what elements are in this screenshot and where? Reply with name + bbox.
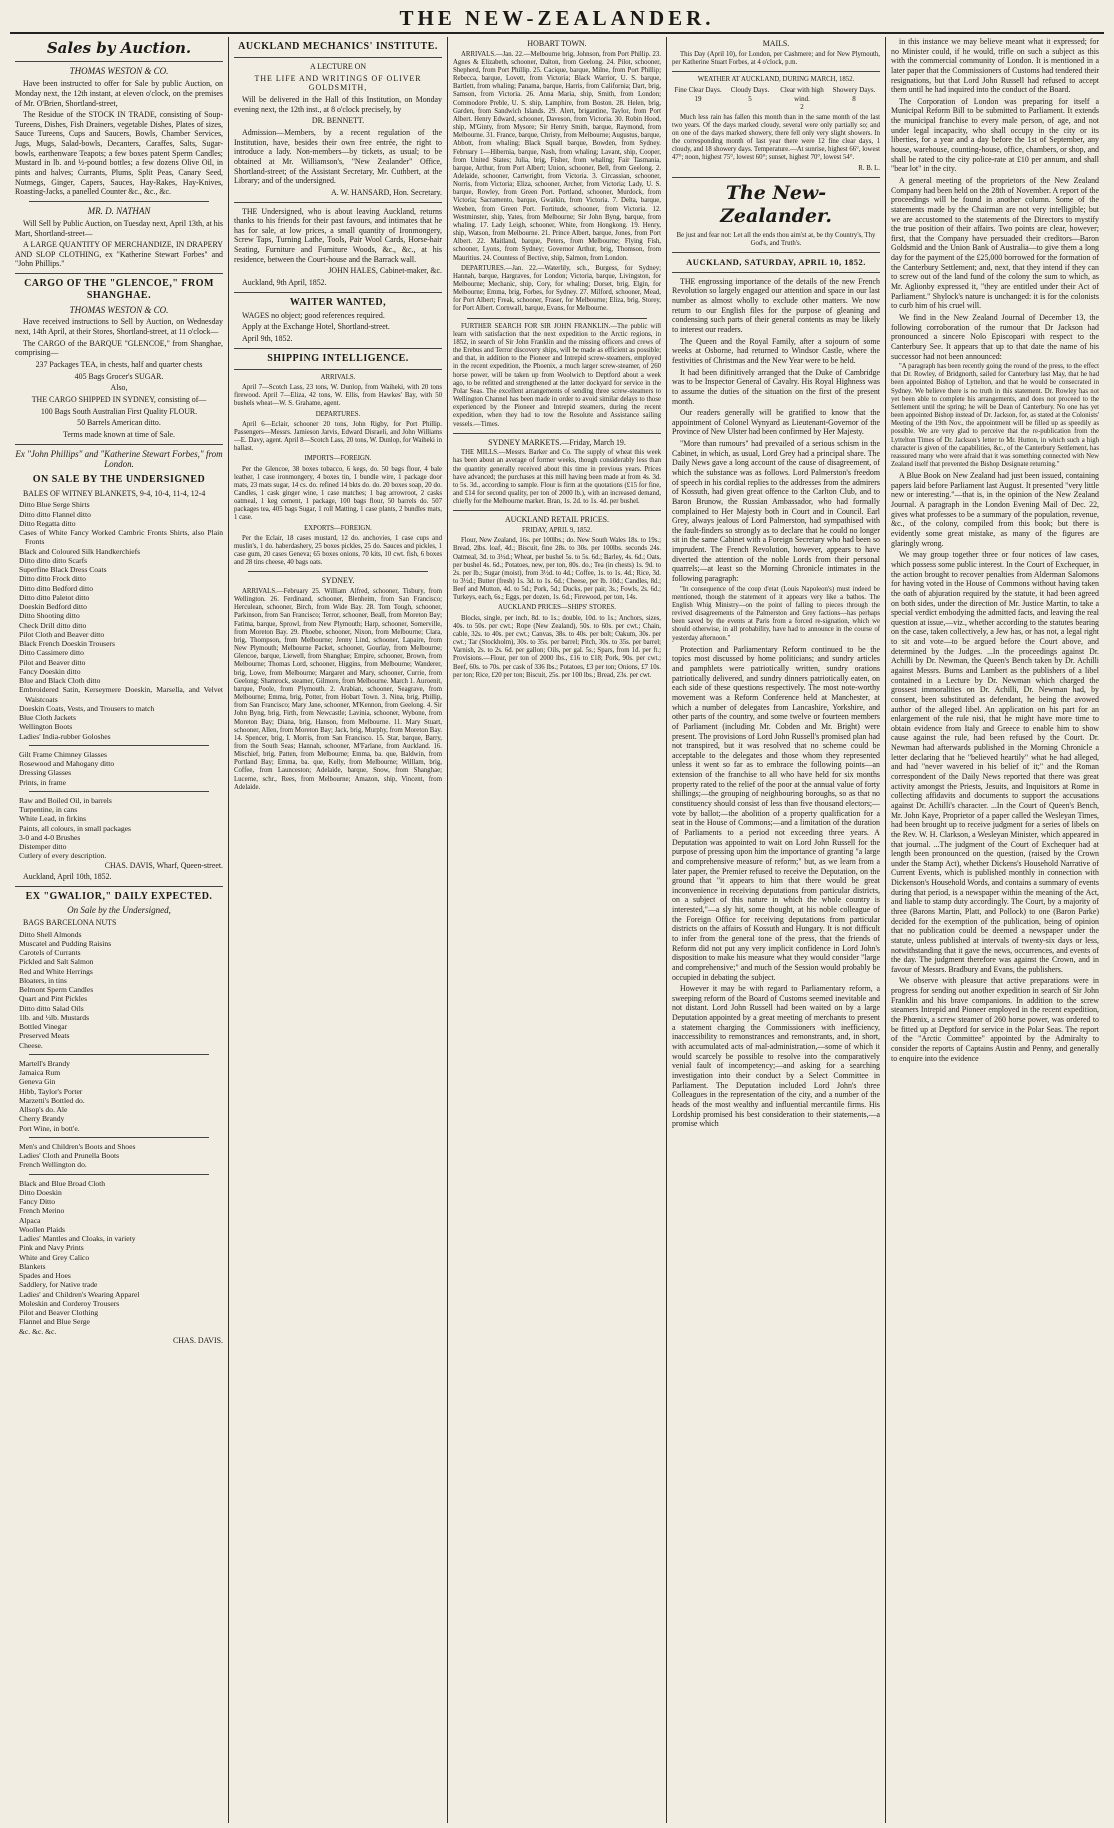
article-quote: "A paragraph has been recently going the round of the press, to the effect that Dr. Rowley, of Bridgnorth, sailed for Canterbury last May, that he had been appointed Bishop of Lyttelton, and that he would be consecrated in Sydney. We believe there is no truth in this statement. Dr. Rowley has not yet been able to complete his arrangements, and does not proceed to the Settlement until the spring; he will be Dean of Canterbury. No one has yet been appointed Bishop instead of Dr. Jackson, for, as stated at the Colonists' Meeting of the 19th Nov., the appointment will be filled up as speedily as possible. We are very glad to perceive that the re-publication from the Lyttelton Times of Dr. Jackson's letter to Mr. Hutton, in which such a high character is given of the capabilities, &c., of the Canterbury Settlement, has reassured many who were afraid that it was something connected with New Zealand itself that prevented the Bishop Designate returning." <box>891 363 1099 469</box>
goods-item: Ditto ditto ditto Scarfs <box>19 555 88 565</box>
divider <box>672 272 880 273</box>
divider <box>29 1174 209 1175</box>
goods-list-2 <box>15 750 223 787</box>
weather-label: Clear with high wind. <box>780 86 824 103</box>
goods-item: Pilot Cloth and Beaver ditto <box>19 629 105 639</box>
column-4 <box>667 37 886 1823</box>
goods-list-5 <box>15 1059 223 1133</box>
goods-item: Muscatel and Pudding Raisins <box>19 938 112 948</box>
goods-item: Ladies' India-rubber Goloshes <box>19 731 111 741</box>
weather-label: Cloudy Days. <box>730 86 770 95</box>
goods-item: Preserved Meats <box>19 1031 70 1041</box>
masthead-rule <box>10 32 1104 34</box>
markets-heading: SYDNEY MARKETS.—Friday, March 19. <box>488 437 626 447</box>
exports-text: Per the Eclair, 18 cases mustard, 12 do. anchovies, 1 case cups and muslin's, 1 do. haberdashery, 25 boxes pickles, 25 do. Sauces and pickles, 1 case gum, 20 cases Geneva; 65 boxes onions, 70 kits, 10 cwt. fish, 6 boxes and 28 tins cheese, 40 bags oats. <box>234 534 442 567</box>
article-paragraph: However it may be with regard to Parliamentary reform, a sweeping reform of the Board of Customs seemed inevitable and not distant. Lord John Russell had been waited on by a large Deputation appointed by a great meeting of merchants to present a statement charging the Commissioners with inefficiency, inaccessibility to remonstrances and remonstrants, and, in short, with accumulated acts of mal-administration,—some of which it would scarcely be possible to resolve into the comparatively venial fault of incompetency;—and asking for a searching investigation into their conduct by a Select Committee in Parliament. The Deputation included Lord John's three Colleagues in the representation of the city, and a number of the heads of the most wealthy and influential mercantile firms. His Lordship promised his best consideration to their statements,—a promise which <box>672 984 880 1129</box>
goods-item: Bottled Vinegar <box>19 1022 68 1032</box>
goods-item: Turpentine, in cans <box>19 805 78 815</box>
column-2 <box>229 37 448 1823</box>
goods-item: Woollen Plaids <box>19 1224 66 1234</box>
waiter-heading: WAITER WANTED, <box>289 296 387 308</box>
weather-signature: R. B. L. <box>858 164 880 172</box>
divider <box>234 348 442 349</box>
divider <box>467 318 647 319</box>
divider <box>15 61 223 62</box>
dateline: AUCKLAND, SATURDAY, APRIL 10, 1852. <box>686 257 866 268</box>
article-paragraph: in this instance we may believe meant what it expressed; for no Minister could, if he would, trifle on such a subject as this with the commercial community of London. It is mentioned in a later paper that the Commissioners of Customs had tendered their resignations, but that Lord John Russell had refused to accept them until he had inquired into the conduct of the Board. <box>891 37 1099 95</box>
goods-item: Fancy Doeskin ditto <box>19 666 81 676</box>
ex-heading: Ex "John Phillips" and "Katherine Stewart Forbes," from London. <box>15 448 223 470</box>
goods-item: Blue Cloth Jackets <box>19 713 76 723</box>
goods-item: Red and White Herrings <box>19 966 93 976</box>
lecturer-name: DR. BENNETT. <box>311 116 365 126</box>
hales-notice: THE Undersigned, who is about leaving Auckland, returns thanks to his friends for their past favours, and intimates that he has for sale, at low prices, a small quantity of Ironmongery, Screw Taps, Turning Lathe, Tools, Pair Wool Cards, Horse-hair Seating, Furniture and Furniture Woods, &c., &c., at his residence, between the Court-house and the Barrack wall. <box>234 206 442 264</box>
mails-heading: MAILS. <box>762 39 790 48</box>
goods-item: Raw and Boiled Oil, in barrels <box>19 795 112 805</box>
divider <box>29 791 209 792</box>
weston2-body: The CARGO of the BARQUE "GLENCOE," from Shanghae, comprising— <box>15 338 223 358</box>
goods-item: Pilot and Beaver ditto <box>19 657 86 667</box>
davis-signature-2: CHAS. DAVIS. <box>172 1335 223 1345</box>
mails-text: This Day (April 10), for London, per Cashmere; and for New Plymouth, per Katherine Stuart Forbes, at 4 o'clock, p.m. <box>672 50 880 66</box>
divider <box>672 252 880 253</box>
goods-list-7 <box>15 1179 223 1336</box>
goods-item: Cutlery of every description. <box>19 851 107 861</box>
goods-item: Pink and Navy Prints <box>19 1243 84 1253</box>
auctioneer-name: THOMAS WESTON & CO. <box>69 304 169 315</box>
weather-heading: WEATHER AT AUCKLAND, DURING MARCH, 1852. <box>697 75 855 83</box>
divider <box>15 444 223 445</box>
goods-item: Check Drill ditto ditto <box>19 620 87 630</box>
goods-item: Belmont Sperm Candles <box>19 985 94 995</box>
divider <box>672 71 880 72</box>
barrels-line: 50 Barrels American ditto. <box>77 418 161 428</box>
sydney-cargo-line: THE CARGO SHIPPED IN SYDNEY, consisting of— <box>31 394 207 404</box>
admission-text: Admission—Members, by a recent regulation of the Institution, have, besides their own free entrée, the right to introduce a lady. Non-members—by tickets, as usual; to be obtained at Mr. Williamson's, "New Zealander" Office, Shortland-street; of the Assistant Secretary, Mr. Cuthbert, at the Library; and of the undersigned. <box>234 128 442 186</box>
goods-item: Black French Doeskin Trousers <box>19 639 115 649</box>
goods-item: &c. &c. &c. <box>19 1326 57 1336</box>
auctioneer-name: MR. D. NATHAN <box>87 205 151 216</box>
departures-heading: DEPARTURES. <box>315 410 361 418</box>
column-1 <box>10 37 229 1823</box>
weather-cell <box>724 86 776 112</box>
goods-item: Bloaters, in tins <box>19 975 67 985</box>
weston2-intro: Have received instructions to Sell by Auction, on Wednesday next, 14th April, at their Stores, Shortland-street, at 11 o'clock— <box>15 317 223 337</box>
divider <box>15 273 223 274</box>
divider <box>29 745 209 746</box>
divider <box>234 202 442 203</box>
masthead: THE NEW-ZEALANDER. <box>399 6 715 30</box>
weather-table <box>672 86 880 112</box>
goods-item: Rosewood and Mahogany ditto <box>19 759 115 769</box>
goods-item: French Merino <box>19 1206 65 1216</box>
weston1-intro: Have been instructed to offer for Sale by public Auction, on Monday next, the 12th instant, at eleven o'clock, on the premises of Mr. O'Brien, Shortland-street, <box>15 79 223 108</box>
davis-date: Auckland, April 10th, 1852. <box>23 872 112 882</box>
divider <box>29 1137 209 1138</box>
lecture-body: Will be delivered in the Hall of this Institution, on Monday evening next, the 12th inst., at 8 o'clock precisely, by <box>234 95 442 114</box>
divider <box>234 369 442 370</box>
shipping-heading: SHIPPING INTELLIGENCE. <box>267 352 409 364</box>
goods-item: Black and Coloured Silk Handkerchiefs <box>19 546 141 556</box>
exports-heading: EXPORTS—FOREIGN. <box>304 524 372 532</box>
flour-line: 100 Bags South Australian First Quality FLOUR. <box>40 406 198 416</box>
divider <box>29 201 209 202</box>
divider <box>234 292 442 293</box>
goods-item: Saddlery, for Native trade <box>19 1280 98 1290</box>
goods-item: Geneva Gin <box>19 1077 56 1087</box>
goods-item: Cherry Brandy <box>19 1114 65 1124</box>
goods-item: Moleskin and Corderoy Trousers <box>19 1298 120 1308</box>
hobart-text: ARRIVALS.—Jan. 22.—Melbourne brig, Johnson, from Port Phillip. 23. Agnes & Elizabeth, schooner, Dalton, from Geelong. 24. Pilot, schooner, Shepherd, from Port Phillip. 25. Cacique, barque, Milne, from Port Phillip; Rebecca, barque, Lovett, from Victoria; Black Warrior, U. S. barque, Bartlett, from whaling; Panama, barque, Harris, from California; Dart, brig, Samson, from Victoria. 26. Anna Maria, ship, Smith, from London; Commodore Preble, U. S. ship, Lamphire, from Boston. 28. Helen, brig, Garden, from Sandwich Islands. 29. Alert, brigantine, Taylor, from Port Albert. Henry Edward, schooner, Daveson, from Victoria. 30. Robin Hood, ship, M'Ginty, from Mysore; Sir Henry Smith, barque, Raymond, from Melbourne. 31. France, barque, Christy, from Melbourne; Augustus, barque, Abbott, from whaling; Black Squall barque, Bowden, from Sydney. February 1—Hibernia, barque, Nash, from whaling; Lavant, ship, Cooper, from United States; Julia, brig, Fisher, from whaling; Fair Tasmania, barque, Arthur, from Port Albert; Union, schooner, Bell, from Geelong. 2. Adelaide, schooner, Cartwright, from Victoria. 3. Circassian, schooner, Norris, from Victoria; Eliza, schooner, Archer, from Victoria; Lady, U. S. barque, Rowley, from Green Port. Portland, schooner, Murdock, from Victoria; Sacramento, barque, Gwatkin, from Victoria. 7. Delta, barque, Weeben, from Green Port. Fortitude, schooner, from Victoria. 12. Westminster, ship, Yates, from Melbourne; Sir John Byng, barque, from whaling. 17. Lady Leigh, schooner, White, from Hongkong. 19. Henry, ship, Watson, from Melbourne. 21. Prince Albert, barque, Jones, from Port Albert. 22. Maitland, barque, Peters, from Melbourne; Flying Fish, schooner, Lyons, from Sydney; Governor Arthur, brig, Thomson, from Mauritius. 24. Countess of Bective, ship, Salmon, from London. <box>453 50 661 262</box>
article-paragraph: Protection and Parliamentary Reform continued to be the topics most discussed by home politicians; and sundry articles and pamphlets were patriotically written, sundry orations patriotically delivered, and sundry dinners patriotically eaten, on each side of these questions respectively. The most note-worthy movement was a Reform Conference held at Manchester, at which a number of delegates from Lancashire, Yorkshire, and other parts of the country, and some twelve or fourteen members of Parliament (including Mr. Cobden and Mr. Bright) were present. The provisions of Lord John Russell's promised plan had not transpired, but it was resolved that no scheme could be acceptable to the delegates and those whom they represented unless it went so far as to embrace the following points—an extension of the franchise to all who have held for six months property rated to the relief of the poor at the annual value of forty shillings;—the grouping of neighbouring boroughs, so as that no constituency should consist of less than five thousand electors;—vote by ballot;—the abolition of a property qualification for a seat in the House of Commons;—and a limitation of the duration of Parliaments to a period not exceeding three years. A Deputation was appointed to wait on Lord John Russell for the purpose of pressing upon him the importance of granting "a large and comprehensive measure of reform;" but, as we learn from a later paper, the Premier refused to receive the Deputation, on the ground that "it appears to him that there would be great inconvenience in receiving deputations from particular districts, on a subject of this nature in which the whole country is interested,"—a sly hit, some thought, at his noble colleague of the Foreign Office for receiving deputations from particular districts on the affairs of Kossuth and Hungary. It is not difficult to infer from the general tone of the press, that the friends of Reform did not put any very implicit confidence in Lord John's disposition to make his measure what they would consider "large and comprehensive;" and much of the Session would probably be occupied in debating the subject. <box>672 644 880 982</box>
goods-item: Superfine Black Dress Coats <box>19 565 107 575</box>
goods-item: 3-0 and 4-0 Brushes <box>19 832 81 842</box>
departures-text: April 6—Eclair, schooner 20 tons, John Rigby, for Port Phillip. Passengers—Messrs. Jamieson Jarvis, Edward Disraeli, and John Williams—E. Davy, agent. April 8—Scotch Lass, 20 tons, W. Dunlop, for Waiheki in ballast. <box>234 420 442 453</box>
goods-item: French Wellington do. <box>19 1160 87 1170</box>
article-paragraph: We observe with pleasure that active preparations were in progress for sending out another expedition in search of Sir John Franklin and his brave companions. In addition to the screw steamers Intrepid and Pioneer employed in the recent expedition, the Phœnix, a screw steamer of 260 horse power, was ordered to be fitted up at Deptford for service in the Polar Seas. The report of the "Arctic Committee" appointed by the Admiralty to consider the reports of Captains Austin and Penny, and generally to enquire into the evidence <box>891 976 1099 1063</box>
goods-list-6 <box>15 1142 223 1170</box>
retail-heading: AUCKLAND RETAIL PRICES. <box>504 515 610 525</box>
divider <box>15 886 223 887</box>
goods-item: 1lb. and ½lb. Mustards <box>19 1012 90 1022</box>
column-5 <box>886 37 1104 1823</box>
stores-heading: AUCKLAND PRICES—SHIPS' STORES. <box>498 604 616 612</box>
waiter-body: WAGES no object; good references required. <box>242 310 385 320</box>
sales-header: Sales by Auction. <box>46 39 192 57</box>
sydney-text: ARRIVALS.—February 25. William Alfred, schooner, Tisbury, from Wellington. 26. Ferdinand, schooner, Blenheim, from San Francisco; Herculean, schooner, Birch, from Wide Bay. 28. Tom Tough, schooner, Parkinson, from San Francisco; Terror, schooner, Beall, from Moreton Bay; Fatima, barque, Sprowl, from New Plymouth; Harp, schooner, Somerville, from Moreton Bay. 29. Phoebe, schooner, Nixon, from Melbourne; Clara, brig, Thompson, from Melbourne; Jenny Lind, schooner, Lapaire, from New Plymouth; Melbourne Packet, schooner, Gourlay, from Melbourne; Glencoe, barque, Liewell, from Shanghae; Empire, schooner, Brown, from Melbourne; Thomas Lord, schooner, Higgins, from Melbourne; Wanderer, brig, Lowe, from Melbourne; Margaret and Mary, schooner, Currie, from Geelong; Shamrock, steamer, Gilmore, from Melbourne. March 1. Auroenit, barque, Poole, from Plymouth. 2. Arabian, schooner, Seagrave, from Melbourne; Emma, brig, Potter, from Hobart Town. 3. Nina, brig, Phillip, from San Francisco; Mary Jane, schooner, M'Kennon, from Geelong. 4. Sir John Byng, brig, Firth, from Newcastle; Lavinia, schooner, Wybone, from Moreton Bay; Diana, brig, Hanson, from Melbourne. 11. Mary Stuart, schooner, Allen, from Moreton Bay; Jack, brig, Murphy, from Moreton Bay. 14. Spencer, brig, I. Morris, from San Francisco. 15. Star, barque, Barry, from the South Seas; Hannah, schooner, M'Farlane, from Auckland. 16. Mischief, brig, Patten, from Melbourne; Emma, ba. que, Baldwin, from Portland Bay; Emma, ba. que, Kelly, from Melbourne; Willlam, brig, Coffee, from Launceston; Adelaide, barque, Snow, from Shanghae; Lucerne, schr., Rees, from Melbourne; Amazon, ship, Vincent, from Adelaide. <box>234 588 442 791</box>
goods-item: Ladies' and Children's Wearing Apparel <box>19 1289 140 1299</box>
glencoe-heading: CARGO OF THE "GLENCOE," FROM SHANGHAE. <box>24 278 214 302</box>
goods-list-4 <box>15 930 223 1050</box>
goods-item: Pickled and Salt Salmon <box>19 957 94 967</box>
hales-signature: JOHN HALES, Cabinet-maker, &c. <box>328 266 442 276</box>
gwalior-body: BAGS BARCELONA NUTS <box>23 917 117 927</box>
goods-item: Ditto Doeskin <box>19 1187 62 1197</box>
goods-item: White and Grey Calico <box>19 1252 90 1262</box>
sugar-line: 405 Bags Grocer's SUGAR. <box>74 371 164 381</box>
article-paragraph: A Blue Book on New Zealand had just been issued, containing papers laid before Parliament last August. It presented "very little new or interesting."—that is, in the opinion of the New Zealand Journal. A paragraph in the London Evening Mail of Dec. 22, gives what professes to be a summary of the population, revenue, &c., of the colony, compiled from this book; but there is evidently some great mistake, as many of the figures are glaringly wrong. <box>891 471 1099 548</box>
columns <box>10 37 1104 1823</box>
goods-list-1 <box>15 500 223 741</box>
lecture-title: THE LIFE AND WRITINGS OF OLIVER GOLDSMITH, <box>254 73 422 93</box>
undersigned-heading: ON SALE BY THE UNDERSIGNED <box>32 474 206 486</box>
goods-item: Quart and Pint Pickles <box>19 994 88 1004</box>
lecture-label: A LECTURE ON <box>309 62 367 72</box>
imports-heading: IMPORTS—FOREIGN. <box>304 455 372 463</box>
markets-text: THE MILLS.—Messrs. Barker and Co. The supply of wheat this week has been about an average of former weeks, though considerably less than the quantity generally received about this time in previous years. Prices have advanced; the purchases at this mill having been made at from 4s. 3d. to 5s. 3d., according to sample. Flour is firm at the quotations (£15 for fine, and £14 for second quality, per ton of 2000 lb.), with an increased demand, chiefly for the Melbourne market. Bran, 1s. 2d. to 1s. 4d. per bushel. <box>453 449 661 506</box>
column-3 <box>448 37 667 1823</box>
article-paragraph: Our readers generally will be gratified to know that the appointment of Colonel Wynyard as Lieutenant-Governor of the Province of New Ulster had been confirmed by Her Majesty. <box>672 408 880 437</box>
divider <box>453 433 661 434</box>
article-paragraph: We find in the New Zealand Journal of December 13, the following corroboration of the rumour that Dr Jackson had pronounced a sincere Nolo Episcopari with respect to the Canterbury See. It appears that up to that date the name of his successor had not been announced: <box>891 312 1099 361</box>
gwalior-sub: On Sale by the Undersigned, <box>67 905 171 915</box>
hobart-departures: DEPARTURES.—Jan. 22.—Waterlily, sch., Burgess, for Sydney; Hannah, barque, Hargraves, for London; Victoria, barque, Livingston, for Melbourne; Mechanic, ship, Cory, for whaling; Dorset, brig, Elgin, for Melbourne; Emma, brig, Forbes, for Sydney. 27. Milford, schooner, Mead, for Port Albert; Freak, schooner, Fraser, for Melbourne; Eliza, brig, Storey, for Port Albert. Cornwall, barque, Evans, for Melbourne. <box>453 264 661 313</box>
hobart-heading: HOBART TOWN. <box>527 39 587 48</box>
article-paragraph: It had been difinitively arranged that the Duke of Cambridge was to be Inspector General of Cavalry. His Royal Highness was to assume the duties of the situation on the first of the present month. <box>672 367 880 406</box>
nathan-body: A LARGE QUANTITY OF MERCHANDIZE, IN DRAPERY AND SLOP CLOTHING, ex "Katherine Stewart Forbes" and "John Phillips." <box>15 240 223 269</box>
goods-item: Blue and Black Cloth ditto <box>19 676 101 686</box>
goods-item: Gilt Frame Chimney Glasses <box>19 749 107 759</box>
article-paragraph: The Corporation of London was preparing for itself a Municipal Reform Bill to be submitted to Parliament. It extends the municipal franchise to every male person, of age, and not under legal incapacity, who shall occupy in the city or its liberties, for a year and a day before the 1st of September, any house, warehouse, counting-house, office, chambers, or shop, and shall be rated to the city police-rate at £10 per annum, and shall "bear lot" in the city. <box>891 96 1099 174</box>
weather-text: Much less rain has fallen this month than in the same month of the last two years. Of the days marked cloudy, several were only partially so; and on one of the days marked showery, there fell only very slight showers. In the corresponding month of last year there were 12 fine clear days, 1 cloudy, and 18 showery days. Temperature.—At sunrise, highest 66°, lowest 47°; noon, highest 75°, lowest 60°; sunset, highest 70°, lowest 54°. <box>672 113 880 162</box>
goods-item: White Lead, in firkins <box>19 814 87 824</box>
goods-item: Allsop's do. Ale <box>19 1105 68 1115</box>
weather-value: 5 <box>748 94 752 103</box>
goods-item: Distemper ditto <box>19 842 67 852</box>
waiter-apply: Apply at the Exchange Hotel, Shortland-street. <box>242 322 390 332</box>
blankets-line: BALES OF WITNEY BLANKETS, 9-4, 10-4, 11-4, 12-4 <box>23 488 206 498</box>
sydney-heading: SYDNEY. <box>321 576 355 586</box>
weather-value: 19 <box>694 94 702 103</box>
weather-value: 2 <box>800 103 804 112</box>
goods-item: Dressing Glasses <box>19 768 72 778</box>
imports-text: Per the Glencoe, 38 boxes tobacco, 6 kegs, do. 50 bags flour, 4 bale leather, 1 case ironmongery, 4 boxes tin, 1 bundle wire, 1 package door mats, 23 mats sugar, 14 cs. do. refined 14 bkts do. do. 20 boxes soap, 20 do. Candles, 1 cask ginger wine, 1 case matches; 1 bag arrowroot, 2 casks oatmeal, 1 keg cement, 1 package, 100 bags flour, 50 barrels do. 507 packages tea, 405 bags Sugar, 1 roll Matting, 1 case plants, 2 bundles mats, 1 case. <box>234 465 442 522</box>
hales-date: Auckland, 9th April, 1852. <box>242 278 327 287</box>
goods-item: Alpaca <box>19 1215 41 1225</box>
goods-item: Pilot and Beaver Clothing <box>19 1308 99 1318</box>
nathan-intro: Will Sell by Public Auction, on Tuesday next, April 13th, at his Mart, Shortland-street— <box>15 218 223 238</box>
goods-item: Ditto ditto Flannel ditto <box>19 509 91 519</box>
arrivals-heading: ARRIVALS. <box>320 373 356 381</box>
tea-line: 237 Packages TEA, in chests, half and quarter chests <box>35 360 203 370</box>
goods-item: Paints, all colours, in small packages <box>19 823 131 833</box>
divider <box>453 510 661 511</box>
goods-item: Marzetti's Bottled do. <box>19 1095 85 1105</box>
goods-item: Prints, in frame <box>19 777 67 787</box>
goods-item: Men's and Children's Boots and Shoes <box>19 1141 136 1151</box>
paper-title: The New-Zealander. <box>720 181 832 227</box>
weather-label: Fine Clear Days. <box>674 86 722 95</box>
weather-value: 8 <box>852 94 856 103</box>
goods-item: Black and Blue Broad Cloth <box>19 1178 106 1188</box>
article-paragraph: A general meeting of the proprietors of the New Zealand Company had been held on the 28th of November. A report of the proceedings will be found in another column. Some of the statements made by the Chairman are not very intelligible; but we are accustomed to the statements of the Directors to mystify the true position of their affairs. Two points are clear, however; first, that the Company have persuaded their creditors—Baron Goldsmid and the Union Bank of Australia—to give them a long day for the payment of the £25,000 borrowed for the formation of the Canterbury Settlement; and, next, that they intend if they can to screw out of the land fund of the colony the sum to which, as Mr. Aglionby expressed it, "they are entitled under their Act of Parliament." Shylock's nature is unchanged: it is for the colonists to curb him of his cruel will. <box>891 175 1099 311</box>
goods-item: Ditto Blue Serge Shirts <box>19 500 90 510</box>
article-quote: "In consequence of the coup d'etat (Louis Napoleon's) must indeed be mentioned, though the statement of it appears very like a bathos. The English Whig Ministry—on the point of falling to pieces through the revived disagreements of the Palmerston and Grey factions—has perhaps been saved by the events at Paris from a forced re-signation, which we should otherwise, in all probability, have had to announce in the course of yesterday afternoon." <box>672 585 880 642</box>
goods-item: Ladies' Mantles and Cloaks, in variety <box>19 1234 136 1244</box>
divider <box>248 571 428 572</box>
goods-item: Ditto ditto Frock ditto <box>19 574 86 584</box>
goods-item: Ladies' Cloth and Prunella Boots <box>19 1151 120 1161</box>
goods-item: Ditto ditto Bedford ditto <box>19 583 94 593</box>
goods-item: Doeskin Bedford ditto <box>19 602 87 612</box>
goods-item: Cheese. <box>19 1040 43 1050</box>
article-paragraph: THE engrossing importance of the details of the new French Revolution so largely engaged our attention and space in our last number as almost wholly to exclude other matters. We now return to our English files for the purpose of gleaning and condensing such parts of their general contents as may be likely to interest our readers. <box>672 276 880 335</box>
waiter-date: April 9th, 1852. <box>242 334 293 344</box>
davis-signature: CHAS. DAVIS, Wharf, Queen-street. <box>104 860 223 870</box>
weather-label: Showery Days. <box>832 86 876 95</box>
stores-text: Blocks, single, per inch, 8d. to 1s.; double, 10d. to 1s.; Anchors, sizes, 40s. to 50s. per cwt.; Rope (New Zealand), 50s. to 60s. per cwt.; Chain, cable, 32s. to 40s. per cwt.; Canvas, 38s. to 40s. per bolt; Oakum, 30s. per cwt.; Tar (Stockholm), 30s. to 35s. per barrel; Pitch, 30s. to 35s. per barrel; Varnish, 2s. to 2s. 6d. per gallon; Oils, per gal. 5s.; Spars, from 1d. per ft.; Provisions.—Flour, per ton of 2000 lbs., £16 to £18; Pork, 90s. per cwt.; Beef, 60s. to 70s. per cask of 336 lbs.; Potatoes, £3 per ton; Onions, £7 10s. per ton; Rice, £20 per ton; Biscuit, 25s. per 100 lbs.; Bread, 23s. per cwt. <box>453 614 661 679</box>
institute-heading: AUCKLAND MECHANICS' INSTITUTE. <box>238 41 438 52</box>
goods-item: Flannel and Blue Serge <box>19 1317 90 1327</box>
franklin-search: FURTHER SEARCH FOR SIR JOHN FRANKLIN.—The public will learn with satisfaction that the next expedition to the Arctic regions, in 1852, in search of Sir John Franklin and the missing officers and crews of the Erebus and Terror discovery ships, will be made as efficient as possible; and that, in addition to the Pioneer and Intrepid screw-steamers, employed in the recent expedition, the Phoenix, a much larger screw-steamer, of 260 horse power, will be taken up from Woolwich to Deptford about a week ago, to be refitted and strengthened at the latter dockyard for service in the Polar Seas. The excellent arrangements of sending three screw-steamers to Wellington Channel has been made in order to avoid similar delays to those experienced by the Pioneer and Intrepid steamers, during the recent expedition, when they had to tow the Resolute and Assistance sailing vessels.—Times. <box>453 322 661 428</box>
goods-item: Wellington Boots <box>19 722 73 732</box>
goods-item: Ditto Shell Almonds <box>19 929 82 939</box>
weston1-body: The Residue of the STOCK IN TRADE, consisting of Soup-Tureens, Dishes, Fish Drainers, vegetable Dishes, Plates of sizes, Sauce Tureens, Cups and Saucers, Bowls, Chamber Services, Jugs, Mugs, Salad-bowls, Decanters, Caraffes, Salts, Sugar-bowls, earthenware Teapots; a few boxes patent Sperm Candles; Mustard in lb. and ½-pound bottles; a few dozens Olive Oil, in pints and halves; Currants, Plums, Split Peas, Canary Seed, Nutmegs, Ginger, Capers, Sauces, Hay-Rakes, Hay-Knives, Roasting-Jacks, a panelled Counter &c., &c., &c. <box>15 110 223 197</box>
goods-item: Doeskin Coats, Vests, and Trousers to match <box>19 703 155 713</box>
goods-item: Embroidered Satin, Kerseymere Doeskin, Marsella, and Velvet Waistcoats <box>19 685 223 704</box>
goods-item: Jamaica Rum <box>19 1068 61 1078</box>
goods-item: Hibb, Taylor's Porter <box>19 1086 83 1096</box>
divider <box>672 177 880 178</box>
article-paragraph: "More than rumours" had prevailed of a serious schism in the Cabinet, in which, as usual, Lord Grey had a principal share. The Daily News gave a long account of the cause of disagreement, of which the substance was as follows. Lord Palmerston's freedom of speech in his cordial replies to the addresses from the admirers of Kossuth, had given great offence to the Carlton Club, and to Baron Brunow, the Russian Ambassador, who had formally complained to Her Majesty both in Court and in Council. Earl Grey, always jealous of Lord Palmerston, had sympathised with the fault-finders so strongly as to declare that he could no longer sit in the same Cabinet with a Foreign Secretary who had been so imprudent. The French Revolution, however, appears to have diverted the attention of the noble Lords from their personal quarrels;—at least so the Morning Chronicle intimates in the following paragraph: <box>672 439 880 584</box>
retail-date: FRIDAY, APRIL 9, 1852. <box>522 527 592 535</box>
auctioneer-name: THOMAS WESTON & CO. <box>69 66 169 77</box>
goods-item: Ditto ditto Paletot ditto <box>19 592 90 602</box>
hansard-signature: A. W. HANSARD, Hon. Secretary. <box>330 187 442 197</box>
divider <box>234 57 442 58</box>
goods-item: Carotels of Currants <box>19 948 81 958</box>
goods-item: Cases of White Fancy Worked Cambric Fronts Shirts, also Plain Fronts <box>19 528 223 547</box>
article-paragraph: We may group together three or four notices of law cases, which possess some public interest. In the Court of Exchequer, in the action brought to recover penalties from Alderman Salomons for having voted in the House of Commons without having taken the oath of abjuration required by the statute, it had been agreed on both sides, under the direction of Mr. Justice Martin, to take a special verdict embodying the admitted facts, and leaving the real question at issue,—viz., whether according to the statutes bearing on the case, taken collectively, a Jew has, or has not, a legal right to sit and vote—to be argued before the Court above, and determined by the Judges. ...In the proceedings against Dr. Achilli by Dr. Newman, the Queen's Bench taken by Dr. Achilli against Messrs. Burns and Lambert as the publishers of a libel contained in a Lecture by Dr. Newman which charged the grossest immoralities on Dr. Achilli, Dr. Newman had, by consent, been substituted as defendant, he being the avowed author of the alleged libel. An application on his part for an enlargement of the rule nisi, that he might have more time to obtain evidence from Italy and Greece to enable him to show cause against the rule, had been refused by the Court. Dr. Newman had afterwards published in the Morning Chronicle a letter declaring that he "believed heartily" what he had alleged, and had "never wavered in his belief of it;" and the Roman correspondent of the Daily News reported that there was great activity amongst the Priests, Jesuits, and Inquisitors at Rome in collecting affidavits and documents to support the accusations against Dr. Achilli's character. ...In the Court of Queen's Bench, Mr. John Kaye, Proprietor of a paper called the Wesleyan Times, had been brought up to receive judgment for a series of libels on the Rev. W. H. Clarkson, a Wesleyan Minister, which appeared in that journal. ...The judgment of the Court of Exchequer had at length been pronounced on the question, (raised by the Crown under the Stamp Act), whether Dickens's Household Narrative of Current Events, which is published monthly in connection with Dickenson's Household Words, and contains a summary of events during that period, is a newspaper within the meaning of the Act, and liable to stamp duty accordingly. The Court, by a majority of three (Barons Martin, Platt, and Pollock) to one (Baron Parke) decided for the exemption of the publication, being of opinion that no publication could be deemed a newspaper under the statute, unless published at intervals of twenty-six days or less, notwithstanding that it gave the news, occurrences, and events of the day. The judgment therefore was against the Crown, and in favour of Messrs. Bradbury and Evans, the publishers. <box>891 550 1099 974</box>
weather-cell <box>828 86 880 112</box>
goods-item: Spades and Hoes <box>19 1271 71 1281</box>
goods-item: Ditto Shooting ditto <box>19 611 80 621</box>
paper-motto: Be just and fear not: Let all the ends thou aim'st at, be thy Country's, Thy God's, and Truth's. <box>676 232 876 248</box>
weather-cell <box>776 86 828 112</box>
goods-item: Fancy Ditto <box>19 1197 56 1207</box>
weather-cell <box>672 86 724 112</box>
goods-item: Blankets <box>19 1261 46 1271</box>
goods-item: Port Wine, in bott'e. <box>19 1123 80 1133</box>
goods-item: Martell's Brandy <box>19 1058 70 1068</box>
terms-line: Terms made known at time of Sale. <box>63 429 175 439</box>
arrivals-text: April 7—Scotch Lass, 23 tons, W. Dunlop, from Waiheki, with 20 tons firewood. April 7—Eliza, 42 tons, W. Ellis, from Hawkes' Bay, with 50 bushels wheat—W. S. Grahame, agent. <box>234 384 442 408</box>
goods-item: Ditto Cassimere ditto <box>19 648 84 658</box>
goods-list-3 <box>15 796 223 861</box>
goods-item: Ditto Regatta ditto <box>19 518 76 528</box>
retail-text: Flour, New Zealand, 16s. per 100lbs.; do. New South Wales 18s. to 19s.; Bread, 2lbs. loaf, 4d.; Biscuit, fine 28s. to 30s. per 100lbs. seconds 24s. Oatmeal, 3d. to 3½d.; Wheat, per bushel 5s. to 5s. 6d.; Barley, 4s. 6d.; Oats, per bushel 4s. 6d.; Potatoes, new, per ton, 80s. do.; Tea (in chests) 1s. 9d. to 2s. per lb.; Sugar (moist), from 3½d. to 4d.; Coffee, 1s. to 1s. 4d.; Rice, 3d. to 3½d.; Butter (fresh) 1s. 3d. to 1s. 6d.; Cheese, per lb. 10d.; Candles, 8d.; Beef and Mutton, 4d. to 5d.; Pork, 5d.; Ducks, per pair, 3s.; Fowls, 2s. 6d.; Turkeys, each, 6s.; Eggs, per dozen, 1s. 6d.; Firewood, per ton, 14s. <box>453 537 661 602</box>
gwalior-heading: EX "GWALIOR," DAILY EXPECTED. <box>25 890 213 902</box>
goods-item: Ditto ditto Salad Oils <box>19 1003 84 1013</box>
article-paragraph: The Queen and the Royal Family, after a sojourn of some weeks at Osborne, had returned to Windsor Castle, where the festivities of Christmas and the New Year were to be held. <box>672 336 880 365</box>
also-line: Also, <box>110 383 128 393</box>
divider <box>29 1054 209 1055</box>
